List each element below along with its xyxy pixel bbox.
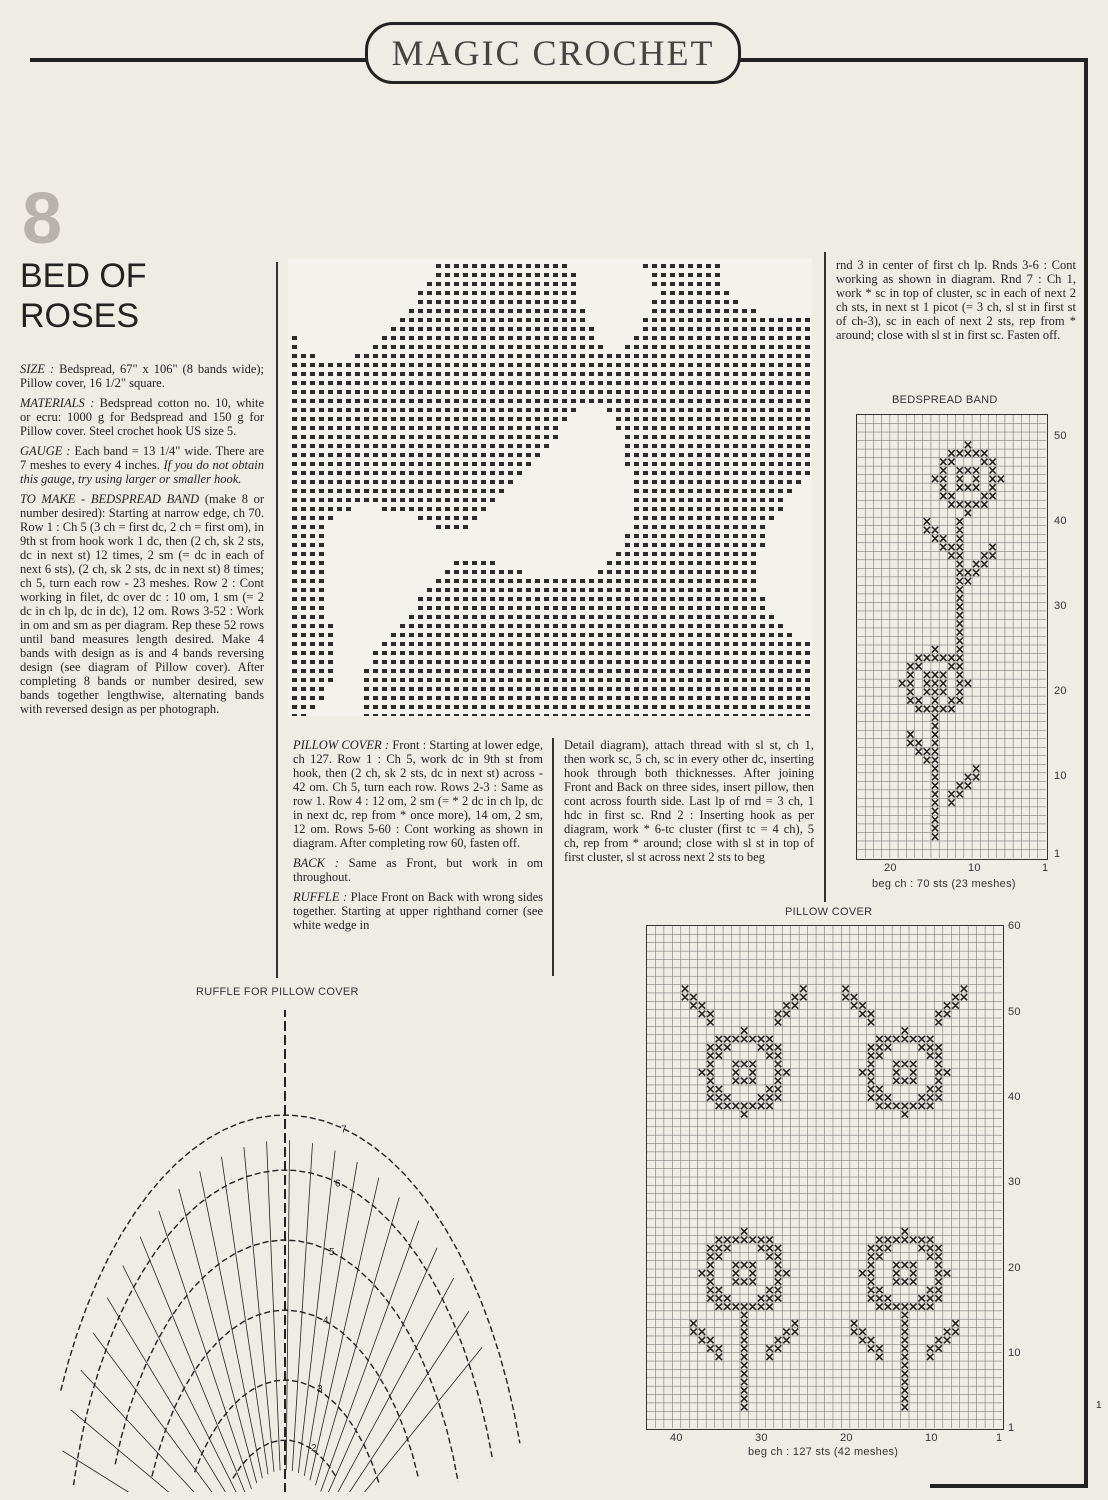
pillow-chart-grid (647, 926, 1002, 1428)
band-col-label: 10 (968, 862, 981, 874)
ruffle-round-label: 5 (329, 1247, 335, 1258)
pattern-number: 8 (22, 179, 63, 259)
band-col-label: 1 (1042, 862, 1049, 874)
magazine-banner: MAGIC CROCHET (365, 22, 741, 84)
ruffle-round-label: 3 (317, 1384, 323, 1396)
band-row-label: 30 (1054, 600, 1067, 612)
pillow-col-label: 40 (670, 1432, 683, 1444)
ruffle-round-label: 6 (335, 1178, 341, 1190)
pillow-chart (646, 925, 1004, 1430)
title-line-2: ROSES (20, 297, 140, 335)
ruffle-round-label: 7 (341, 1124, 347, 1136)
pattern-title (20, 256, 147, 336)
band-row-label: 40 (1054, 515, 1067, 527)
pillow-col-label: 1 (996, 1432, 1003, 1444)
title-line-1: BED OF (20, 257, 147, 295)
make-paragraph: TO MAKE - BEDSPREAD BAND (make 8 or number desired): Starting at narrow edge, ch 70. Row 1 : Ch 5 (3 ch = first dc, 2 ch = first om), in 9th st from hook work 1 dc, then (2 ch, sk 2 sts, dc in next st) 12 times, 2 sm (= dc in each of next 6 sts), (2 ch, sk 2 sts, dc in next st) 8 times; ch 5, turn each row - 23 meshes. Row 2 : Cont working in filet, dc over dc : 10 om, 1 sm (= 2 dc in ch lp, dc in dc), 12 om. Rows 3-52 : Work in om and sm as per diagram. Rep these 52 rows until band measures length desired. Make 4 bands with design as is and 4 bands reversing design (see diagram of Pillow cover). After completing 8 bands or number desired, sew bands together lengthwise, alternating bands with reversed design as per photograph. (20, 492, 264, 716)
band-chart (856, 414, 1048, 860)
column-divider-1 (276, 262, 278, 978)
pillow-chart-caption: PILLOW COVER (785, 906, 873, 918)
band-chart-grid (857, 415, 1046, 858)
band-col-label: 20 (884, 862, 897, 874)
gauge-paragraph: GAUGE : Each band = 13 1/4" wide. There are 7 meshes to every 4 inches. If you do not obtain this gauge, try using larger or smaller hook. (20, 444, 265, 486)
pillow-gridlines (647, 926, 1002, 1428)
band-gridlines (857, 415, 1046, 858)
pillow-col-label: 30 (755, 1432, 768, 1444)
ruffle-continued: Detail diagram), attach thread with sl st, ch 1, then work sc, 5 ch, sc in every other dc, inserting hook through both thicknesses. After joining Front and Back on three sides, insert pillow, then cont across fourth side. Last lp of rnd = 3 ch, 1 hdc in first sc. Rnd 2 : Inserting hook as per diagram, work * 6-tc cluster (first tc = 4 ch), 5 ch, rep from * around; close with sl st in top of first cluster, sl st across next 2 sts to beg (564, 738, 814, 864)
pillow-row-label: 30 (1008, 1176, 1021, 1188)
back-paragraph: BACK : Same as Front, but work in om throughout. (293, 856, 543, 884)
pillow-row-label: 60 (1008, 920, 1021, 932)
pillow-paragraph: PILLOW COVER : Front : Starting at lower edge, ch 127. Row 1 : Ch 5, work dc in 9th st from hook, then (2 ch, sk 2 sts, dc in next st) across - 42 om. Ch 5, turn each row. Rows 2-3 : Same as row 1. Row 4 : 12 om, 2 sm (= * 2 dc in ch lp, dc in next dc, rep from * once more), 14 om, 2 sm, 12 om. Rows 5-60 : Cont working as shown in diagram. After completing row 60, fasten off. (293, 738, 543, 850)
pillow-row-label: 50 (1008, 1006, 1021, 1018)
right-rule (1084, 58, 1088, 1488)
pillow-row-label: 10 (1008, 1347, 1021, 1359)
instructions-column-2 (293, 738, 543, 938)
lace-photo (288, 258, 812, 716)
band-row-label: 10 (1054, 770, 1067, 782)
band-row-label: 20 (1054, 685, 1067, 697)
band-chart-caption: BEDSPREAD BAND (892, 394, 998, 406)
bottom-rule (930, 1484, 1088, 1488)
materials-paragraph: MATERIALS : Bedspread cotton no. 10, white or ecru: 1000 g for Bedspread and 150 g for Pillow cover. Steel crochet hook US size 5. (20, 396, 265, 438)
pillow-col-label: 20 (840, 1432, 853, 1444)
ruffle-round-arc (74, 1170, 493, 1485)
page-number: 1 (1096, 1400, 1102, 1411)
band-chart-footer: beg ch : 70 sts (23 meshes) (872, 878, 1016, 890)
lace-background (288, 258, 812, 716)
instructions-column-3 (564, 738, 814, 870)
pillow-row-label: 40 (1008, 1091, 1021, 1103)
band-row-label: 50 (1054, 430, 1067, 442)
pillow-row-label: 1 (1008, 1422, 1015, 1434)
band-row-label: 1 (1054, 848, 1061, 860)
pillow-row-label: 20 (1008, 1262, 1021, 1274)
pillow-chart-footer: beg ch : 127 sts (42 meshes) (748, 1446, 899, 1458)
instructions-column-4 (836, 258, 1076, 348)
ruffle-finish: rnd 3 in center of first ch lp. Rnds 3-6 : Cont working as shown in diagram. Rnd 7 : Ch 1, work * sc in top of cluster, sc in each of next 2 ch sts, in next st 1 picot (= 3 ch, sl st in first st of ch-3), sc in each of next 2 sts, rep from * around; close with sl st in first sc. Fasten off. (836, 258, 1076, 342)
column-divider-3 (824, 252, 826, 902)
size-paragraph: SIZE : Bedspread, 67" x 106" (8 bands wide); Pillow cover, 16 1/2" square. (20, 362, 264, 390)
column-divider-2 (552, 738, 554, 976)
ruffle-paragraph: RUFFLE : Place Front on Back with wrong sides together. Starting at upper righthand corner (see white wedge in (293, 890, 544, 932)
filet-lace-image (288, 258, 812, 716)
ruffle-round-label: 4 (323, 1315, 329, 1327)
ruffle-round-label: 2 (311, 1443, 317, 1454)
ruffle-caption: RUFFLE FOR PILLOW COVER (196, 986, 359, 998)
instructions-column-1 (20, 362, 264, 722)
ruffle-diagram (55, 1000, 535, 1492)
pillow-col-label: 10 (925, 1432, 938, 1444)
band-cross-stitches (899, 442, 1004, 840)
